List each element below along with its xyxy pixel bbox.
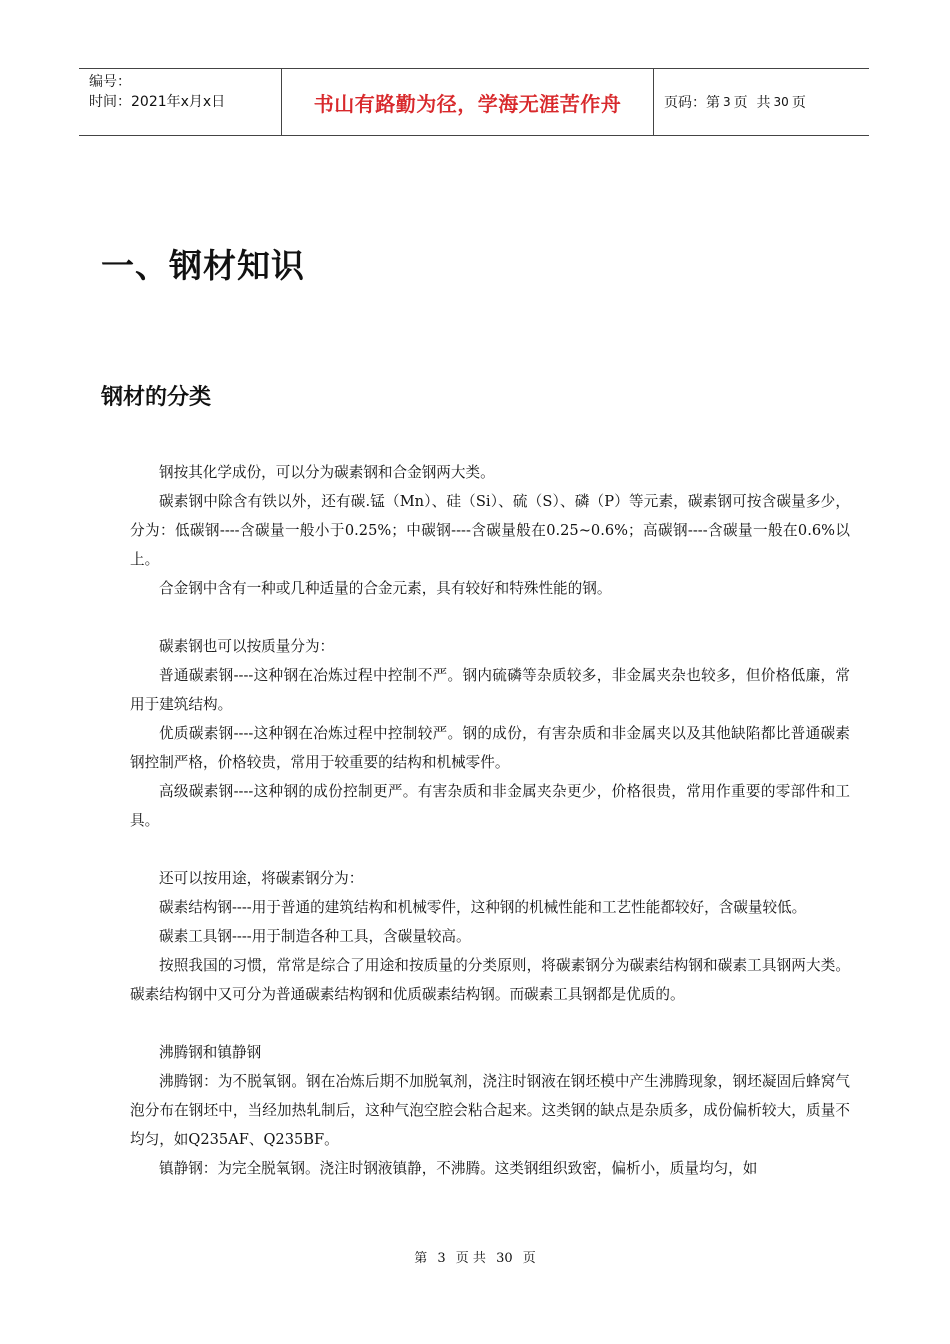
- motto: 书山有路勤为径，学海无涯苦作舟: [313, 91, 622, 116]
- footer-total: 30: [496, 1251, 513, 1266]
- paragraph: 镇静钢：为完全脱氧钢。浇注时钢液镇静，不沸腾。这类钢组织致密，偏析小，质量均匀，如: [159, 1160, 758, 1177]
- time-label: 时间：2021年x月x日: [89, 94, 226, 110]
- paragraph: 按照我国的习惯，常常是综合了用途和按质量的分类原则，将碳素钢分为碳素结构钢和碳素工具钢两大类。碳素结构钢中又可分为普通碳素结构钢和优质碳素结构钢。而碳素工具钢都是优质的。: [130, 957, 850, 1003]
- footer-prefix: 第: [414, 1251, 428, 1266]
- paragraph: 碳素钢中除含有铁以外，还有碳.锰（Mn）、硅（Si）、硫（S）、磷（P）等元素，碳素钢可按含碳量多少，分为：低碳钢----含碳量一般小于0.25%；中碳钢----含碳量般在0.25~0.6%；高碳钢----含碳量一般在0.6%以上。: [130, 493, 850, 568]
- paragraph: 钢按其化学成份，可以分为碳素钢和合金钢两大类。: [159, 464, 495, 481]
- paragraph: 普通碳素钢----这种钢在冶炼过程中控制不严。钢内硫磷等杂质较多，非金属夹杂也较多，但价格低廉，常用于建筑结构。: [130, 667, 850, 713]
- section-title: 钢材的分类: [101, 385, 212, 410]
- paragraph: 还可以按用途，将碳素钢分为：: [159, 870, 364, 887]
- footer-current: 3: [437, 1251, 446, 1266]
- footer-suffix: 页: [522, 1251, 536, 1266]
- paragraph: 合金钢中含有一种或几种适量的合金元素，具有较好和特殊性能的钢。: [159, 580, 612, 597]
- page-header: [79, 68, 869, 136]
- paragraph: 沸腾钢：为不脱氧钢。钢在冶炼后期不加脱氧剂，浇注时钢液在钢坯模中产生沸腾现象，钢坯凝固后蜂窝气泡分布在钢坯中，当经加热轧制后，这种气泡空腔会粘合起来。这类钢的缺点是杂质多，成份偏析较大，质量不均匀，如Q235AF、Q235BF。: [130, 1073, 850, 1148]
- paragraph: 高级碳素钢----这种钢的成份控制更严。有害杂质和非金属夹杂更少，价格很贵，常用作重要的零部件和工具。: [130, 783, 850, 829]
- page-prefix: 页码：第: [664, 95, 720, 111]
- page-footer: [0, 1247, 950, 1266]
- paragraph: 沸腾钢和镇静钢: [159, 1044, 262, 1061]
- footer-mid: 页 共: [455, 1251, 486, 1266]
- page-current: 3: [723, 95, 731, 109]
- paragraph: 碳素工具钢----用于制造各种工具，含碳量较高。: [159, 928, 471, 945]
- page-mid: 页 共: [733, 95, 771, 111]
- header-motto-cell: [281, 69, 654, 135]
- body-text: [130, 458, 850, 1183]
- page-suffix: 页: [791, 95, 806, 111]
- header-meta: [79, 69, 281, 135]
- code-label: 编号：: [89, 74, 131, 90]
- header-page-info: [654, 69, 869, 135]
- paragraph: 优质碳素钢----这种钢在冶炼过程中控制较严。钢的成份，有害杂质和非金属夹以及其他缺陷都比普通碳素钢控制严格，价格较贵，常用于较重要的结构和机械零件。: [130, 725, 850, 771]
- chapter-title: 一、钢材知识: [101, 246, 305, 285]
- page-total: 30: [773, 95, 789, 109]
- paragraph: 碳素结构钢----用于普通的建筑结构和机械零件，这种钢的机械性能和工艺性能都较好，含碳量较低。: [159, 899, 807, 916]
- paragraph: 碳素钢也可以按质量分为：: [159, 638, 335, 655]
